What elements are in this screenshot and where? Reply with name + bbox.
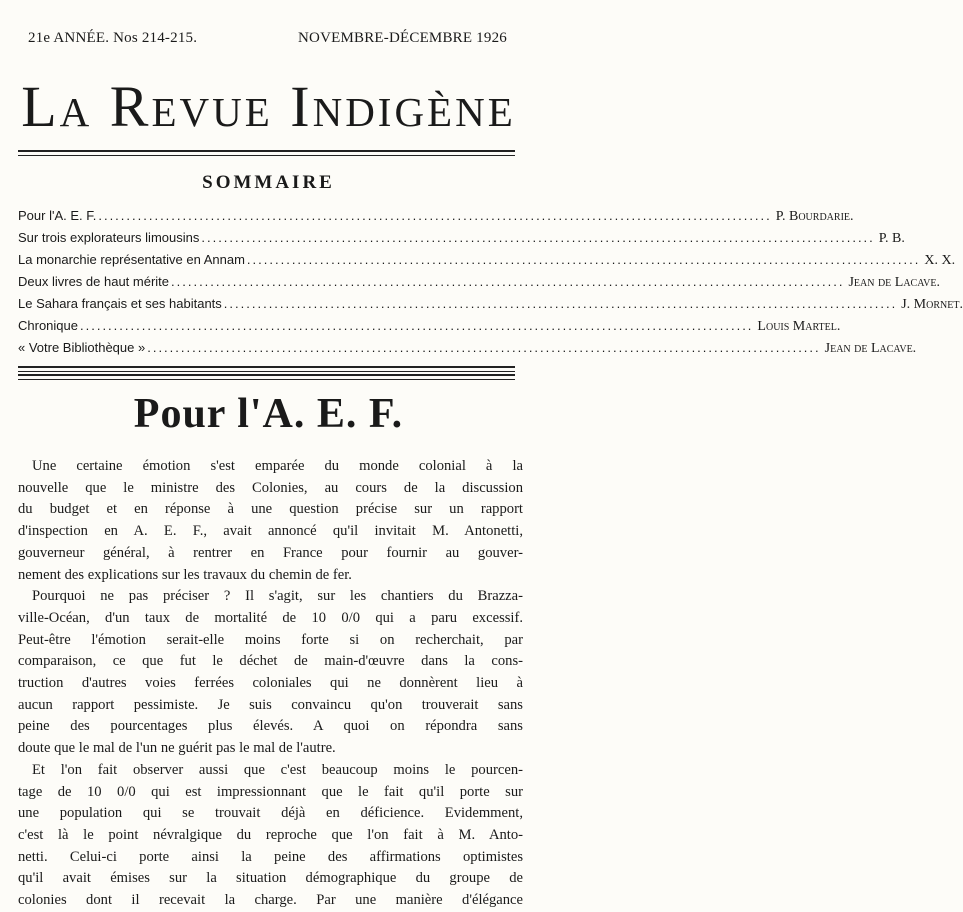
article-line: Une certaine émotion s'est emparée du monde colonial à la xyxy=(32,458,523,474)
article-line: peine des pourcentages plus élevés. A quoi on répondra sans xyxy=(18,718,523,735)
article-line: Et l'on fait observer aussi que c'est beaucoup moins le pourcen- xyxy=(32,761,523,778)
toc-entry xyxy=(18,296,963,318)
toc-leader-dots: ........................................................................................................................ xyxy=(171,274,845,289)
article-line: nement des explications sur les travaux du chemin de fer. xyxy=(18,566,352,583)
article-line: d'inspection en A. E. F., avait annoncé qu'il invitait M. Antonetti, xyxy=(18,523,523,540)
toc-entry-author: Jean de Lacave. xyxy=(824,341,917,356)
toc-leader-dots: ........................................................................................................................ xyxy=(98,208,772,223)
issue-date: NOVEMBRE-DÉCEMBRE 1926 xyxy=(298,30,507,46)
article-line: gouverneur général, à rentrer en France pour fournir au gouver- xyxy=(18,544,523,561)
page-header xyxy=(28,30,507,47)
toc-entry xyxy=(18,252,956,274)
toc-entry-title: « Votre Bibliothèque » xyxy=(18,340,146,355)
toc-entry-title: La monarchie représentative en Annam xyxy=(18,252,245,267)
toc-entry xyxy=(18,318,841,340)
toc-leader-dots: ........................................................................................................................ xyxy=(80,318,754,333)
toc-entry xyxy=(18,230,905,252)
article-line: c'est là le point névralgique du reproche que l'on fait à M. Anto- xyxy=(18,826,523,843)
toc-entry xyxy=(18,208,854,230)
issue-number: 21e ANNÉE. Nos 214-215. xyxy=(28,30,198,46)
article-line: nouvelle que le ministre des Colonies, au cours de la discussion xyxy=(18,479,523,496)
toc-entry-author: Louis Martel. xyxy=(757,319,841,334)
article-line: du budget et en réponse à une question précise sur un rapport xyxy=(18,501,523,518)
article-line: doute que le mal de l'un ne guérit pas le mal de l'autre. xyxy=(18,740,336,757)
article-line: comparaison, ce que fut le déchet de main-d'œuvre dans la cons- xyxy=(18,653,523,670)
article-line: colonies dont il recevait la charge. Par une manière d'élégance xyxy=(18,892,523,909)
article-title: Pour l'A. E. F. xyxy=(133,391,404,437)
toc-entry-author: J. Mornet. xyxy=(901,297,963,312)
toc-entry-title: Pour l'A. E. F. xyxy=(18,208,97,223)
table-of-contents xyxy=(18,208,963,362)
article-line: aucun rapport pessimiste. Je suis convaincu qu'on trouverait sans xyxy=(18,696,523,713)
toc-entry-author: P. B. xyxy=(878,231,905,246)
article-line: Pourquoi ne pas préciser ? Il s'agit, sur les chantiers du Brazza- xyxy=(32,588,523,605)
article-line: netti. Celui-ci porte ainsi la peine des affirmations optimistes xyxy=(18,848,523,865)
toc-entry-title: Chronique xyxy=(18,318,78,333)
toc-entry-title: Deux livres de haut mérite xyxy=(18,274,170,289)
toc-leader-dots: ........................................................................................................................ xyxy=(201,230,875,245)
article-line: qu'il avait émises sur la situation démographique du groupe de xyxy=(18,870,523,887)
toc-entry xyxy=(18,340,917,362)
toc-entry-author: Jean de Lacave. xyxy=(848,275,940,290)
article-body xyxy=(18,456,523,912)
article-line: une population qui se trouvait déjà en déficience. Evidemment, xyxy=(18,805,523,822)
article-line: ville-Océan, d'un taux de mortalité de 10 0/0 qui a paru excessif. xyxy=(18,609,523,626)
journal-title: La Revue Indigène xyxy=(21,74,516,139)
sommaire-heading: SOMMAIRE xyxy=(202,172,335,193)
masthead-rule xyxy=(18,150,515,156)
toc-leader-dots: ........................................................................................................................ xyxy=(246,252,921,267)
toc-leader-dots: ........................................................................................................................ xyxy=(223,296,898,311)
article-line: tage de 10 0/0 qui est impressionnant que le fait qu'il porte sur xyxy=(18,783,523,800)
article-line: truction d'autres voies ferrées coloniales qui ne donnèrent lieu à xyxy=(18,675,523,692)
toc-leader-dots: ........................................................................................................................ xyxy=(147,340,821,355)
toc-entry-title: Sur trois explorateurs limousins xyxy=(18,230,200,245)
section-rule-top xyxy=(18,366,515,372)
toc-entry-author: P. Bourdarie. xyxy=(775,209,854,224)
toc-entry-title: Le Sahara français et ses habitants xyxy=(18,296,222,311)
article-line: Peut-être l'émotion serait-elle moins forte si on recherchait, par xyxy=(18,631,523,648)
section-rule-bottom xyxy=(18,374,515,380)
toc-entry xyxy=(18,274,940,296)
toc-entry-author: X. X. xyxy=(924,253,956,268)
